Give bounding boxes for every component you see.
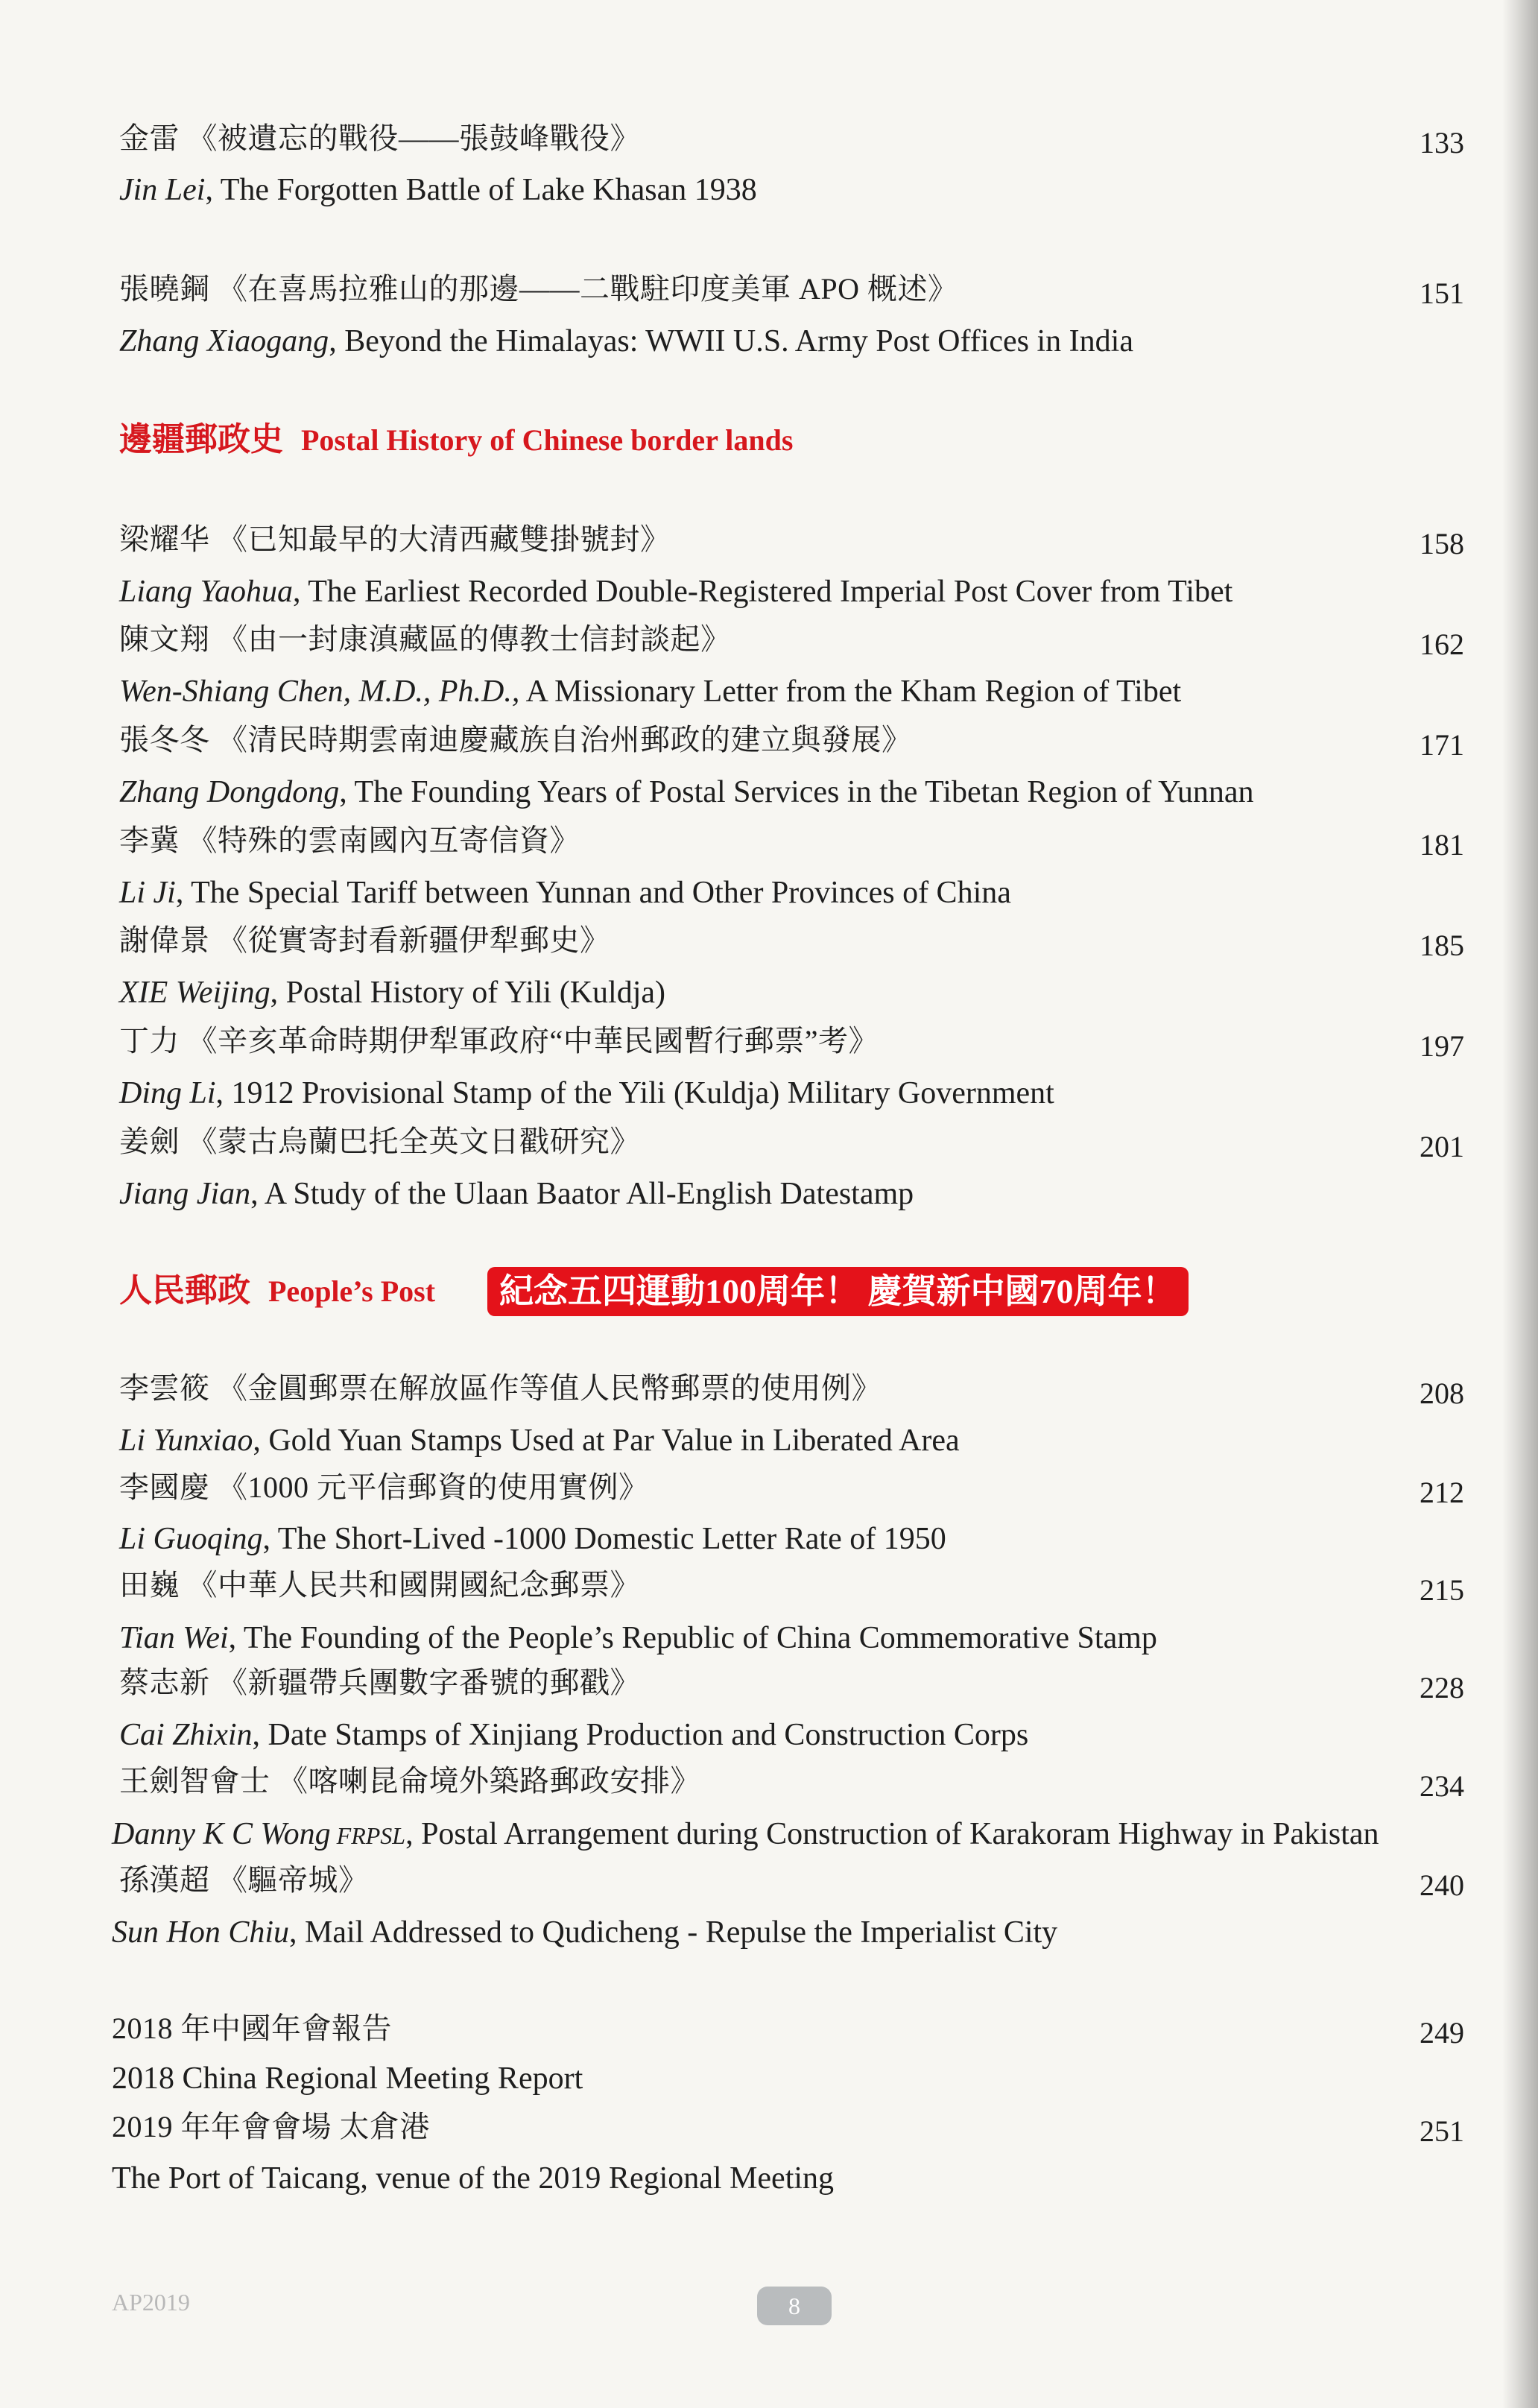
anniversary-banner: 紀念五四運動100周年！ 慶賀新中國70周年！ bbox=[487, 1267, 1189, 1316]
entry-page-number: 249 bbox=[1420, 2016, 1464, 2050]
entry-page-number: 212 bbox=[1420, 1476, 1464, 1509]
entry-chinese-title: 孫漢超 《驅帝城》 bbox=[119, 1863, 369, 1897]
entry-chinese-title: 丁力 《辛亥革命時期伊犁軍政府“中華民國暫行郵票”考》 bbox=[119, 1024, 879, 1058]
entry-english-title bbox=[119, 1178, 914, 1210]
entry-title-text: , The Founding of the People’s Republic of China Commemorative Stamp bbox=[228, 1621, 1157, 1655]
entry-page-number: 171 bbox=[1420, 728, 1464, 762]
entry-title-text: , Gold Yuan Stamps Used at Par Value in Liberated Area bbox=[253, 1423, 960, 1458]
entry-title-text: , Postal Arrangement during Construction of Karakoram Highway in Pakistan bbox=[405, 1817, 1379, 1851]
entry-page-number: 158 bbox=[1420, 527, 1464, 560]
section-heading-english: Postal History of Chinese border lands bbox=[301, 423, 794, 457]
section-heading-border-lands bbox=[119, 423, 793, 456]
entry-chinese-title: 李冀 《特殊的雲南國內互寄信資》 bbox=[119, 824, 580, 857]
entry-english-title: 2018 China Regional Meeting Report bbox=[112, 2061, 583, 2096]
section-heading-english: People’s Post bbox=[268, 1274, 436, 1308]
entry-chinese-title: 李國慶 《1000 元平信郵資的使用實例》 bbox=[119, 1470, 649, 1504]
entry-chinese-title: 張冬冬 《清民時期雲南迪慶藏族自治州郵政的建立與發展》 bbox=[119, 723, 912, 756]
entry-english-title bbox=[119, 576, 1232, 607]
entry-author: Li Guoqing bbox=[119, 1522, 263, 1556]
entry-page-number: 215 bbox=[1420, 1573, 1464, 1607]
section-heading-chinese: 邊疆郵政史 bbox=[119, 421, 283, 458]
entry-english-title bbox=[119, 1719, 1028, 1751]
entry-title-text: , The Founding Years of Postal Services in the Tibetan Region of Yunnan bbox=[339, 775, 1254, 809]
entry-page-number: 181 bbox=[1420, 828, 1464, 862]
entry-author: Ding Li bbox=[119, 1076, 216, 1110]
entry-page-number: 133 bbox=[1420, 126, 1464, 159]
entry-english-title bbox=[119, 1425, 960, 1456]
entry-page-number: 240 bbox=[1420, 1868, 1464, 1902]
entry-title-text: A Missionary Letter from the Kham Region of Tibet bbox=[519, 674, 1182, 709]
entry-english-title bbox=[119, 1523, 946, 1555]
entry-author-suffix: FRPSL bbox=[330, 1822, 406, 1849]
entry-english-title bbox=[119, 977, 665, 1008]
entry-page-number: 185 bbox=[1420, 929, 1464, 962]
entry-english-title bbox=[119, 326, 1133, 357]
entry-english-title: The Port of Taicang, venue of the 2019 Regional Meeting bbox=[112, 2161, 835, 2196]
entry-english-title bbox=[119, 1078, 1054, 1109]
entry-chinese-title: 謝偉景 《從實寄封看新疆伊犁郵史》 bbox=[119, 923, 610, 957]
entry-chinese-title: 陳文翔 《由一封康滇藏區的傳教士信封談起》 bbox=[119, 622, 731, 656]
entry-chinese-title: 金雷 《被遺忘的戰役——張鼓峰戰役》 bbox=[119, 121, 640, 155]
entry-chinese-title: 姜劍 《蒙古烏蘭巴托全英文日戳研究》 bbox=[119, 1125, 640, 1158]
entry-english-title bbox=[119, 174, 757, 206]
entry-author: Danny K C Wong bbox=[112, 1817, 331, 1851]
entry-author: Wen-Shiang Chen, M.D., Ph.D., bbox=[119, 674, 520, 709]
section-heading-chinese: 人民郵政 bbox=[119, 1272, 250, 1309]
entry-page-number: 208 bbox=[1420, 1377, 1464, 1410]
entry-english-title bbox=[112, 1917, 1057, 1948]
entry-author: Li Ji bbox=[119, 876, 176, 910]
page-edge-shadow bbox=[1502, 0, 1538, 2408]
entry-chinese-title: 王劍智會士 《喀喇昆侖境外築路郵政安排》 bbox=[119, 1764, 700, 1798]
entry-author: XIE Weijing bbox=[119, 976, 270, 1010]
entry-english-title bbox=[119, 877, 1011, 908]
entry-title-text: , Date Stamps of Xinjiang Production and Construction Corps bbox=[252, 1718, 1029, 1752]
entry-author: Tian Wei bbox=[119, 1621, 229, 1655]
issue-label: AP2019 bbox=[112, 2289, 190, 2316]
entry-title-text: , Postal History of Yili (Kuldja) bbox=[270, 976, 665, 1010]
entry-author: Li Yunxiao bbox=[119, 1423, 253, 1458]
entry-author: Jiang Jian bbox=[119, 1177, 251, 1211]
entry-author: Jin Lei bbox=[119, 173, 206, 207]
entry-title-text: , Mail Addressed to Qudicheng - Repulse the Imperialist City bbox=[289, 1915, 1058, 1950]
entry-english-title bbox=[119, 777, 1254, 808]
entry-chinese-title: 2019 年年會會場 太倉港 bbox=[112, 2110, 430, 2143]
section-heading-peoples-post bbox=[119, 1274, 435, 1307]
entry-page-number: 197 bbox=[1420, 1029, 1464, 1063]
entry-page-number: 162 bbox=[1420, 628, 1464, 661]
entry-page-number: 228 bbox=[1420, 1671, 1464, 1704]
entry-author: Zhang Dongdong bbox=[119, 775, 340, 809]
entry-title-text: , A Study of the Ulaan Baator All-English Datestamp bbox=[250, 1177, 914, 1211]
entry-english-title bbox=[112, 1818, 1379, 1850]
entry-title-text: , Beyond the Himalayas: WWII U.S. Army Post Offices in India bbox=[329, 324, 1133, 358]
entry-title-text: , The Forgotten Battle of Lake Khasan 1938 bbox=[205, 173, 757, 207]
entry-page-number: 201 bbox=[1420, 1130, 1464, 1163]
entry-author: Sun Hon Chiu bbox=[112, 1915, 290, 1950]
entry-title-text: , The Special Tariff between Yunnan and Other Provinces of China bbox=[175, 876, 1011, 910]
entry-author: Cai Zhixin bbox=[119, 1718, 253, 1752]
page-number-badge: 8 bbox=[757, 2287, 832, 2325]
entry-page-number: 251 bbox=[1420, 2114, 1464, 2148]
entry-title-text: , 1912 Provisional Stamp of the Yili (Kuldja) Military Government bbox=[215, 1076, 1054, 1110]
entry-page-number: 234 bbox=[1420, 1769, 1464, 1803]
entry-author: Liang Yaohua bbox=[119, 575, 294, 609]
entry-chinese-title: 田巍 《中華人民共和國開國紀念郵票》 bbox=[119, 1568, 640, 1602]
entry-chinese-title: 梁耀华 《已知最早的大清西藏雙掛號封》 bbox=[119, 522, 671, 556]
entry-english-title bbox=[119, 676, 1181, 707]
entry-title-text: , The Earliest Recorded Double-Registered Imperial Post Cover from Tibet bbox=[293, 575, 1233, 609]
entry-chinese-title: 張曉鋼 《在喜馬拉雅山的那邊——二戰駐印度美軍 APO 概述》 bbox=[119, 272, 958, 306]
entry-chinese-title: 李雲筱 《金圓郵票在解放區作等值人民幣郵票的使用例》 bbox=[119, 1371, 882, 1405]
entry-title-text: , The Short-Lived -1000 Domestic Letter Rate of 1950 bbox=[262, 1522, 946, 1556]
entry-chinese-title: 2018 年中國年會報告 bbox=[112, 2012, 392, 2045]
entry-english-title bbox=[119, 1622, 1157, 1654]
entry-chinese-title: 蔡志新 《新疆帶兵團數字番號的郵戳》 bbox=[119, 1666, 640, 1699]
entry-page-number: 151 bbox=[1420, 276, 1464, 310]
entry-author: Zhang Xiaogang bbox=[119, 324, 329, 358]
